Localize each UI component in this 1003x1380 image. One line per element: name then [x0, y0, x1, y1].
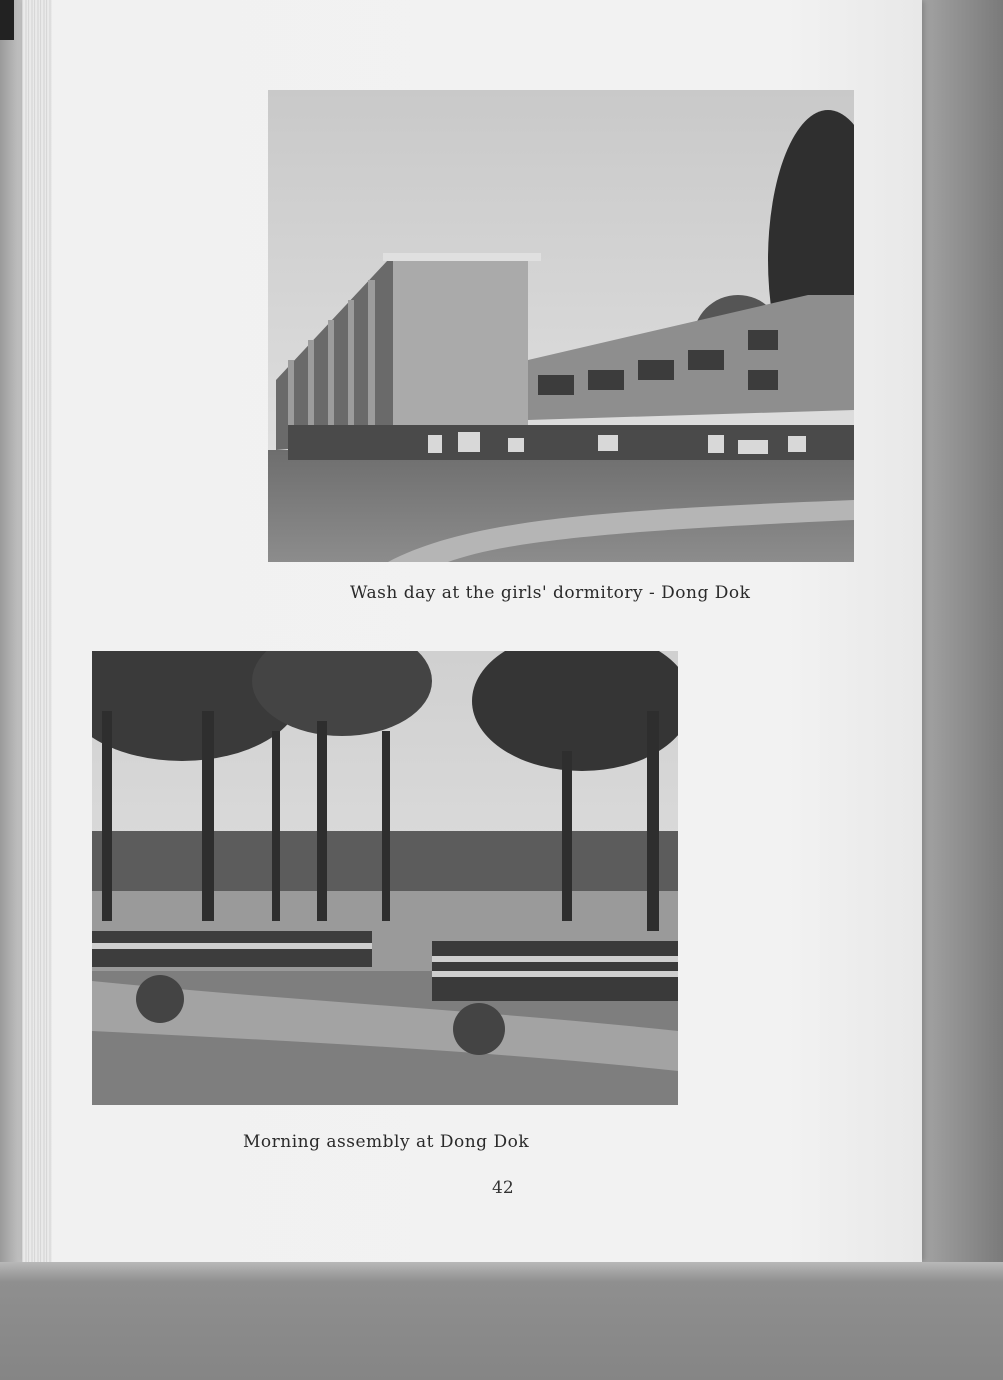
caption-dormitory: Wash day at the girls' dormitory - Dong Dok — [350, 583, 751, 603]
scanner-shadow — [0, 1262, 1003, 1380]
assembly-image — [92, 651, 678, 1105]
page-edge-stack — [22, 0, 52, 1262]
corner-mark — [0, 0, 14, 40]
photo-dormitory — [268, 90, 854, 562]
dormitory-image — [268, 90, 854, 562]
caption-assembly: Morning assembly at Dong Dok — [243, 1132, 530, 1152]
page-number: 42 — [492, 1178, 514, 1198]
photo-assembly — [92, 651, 678, 1105]
